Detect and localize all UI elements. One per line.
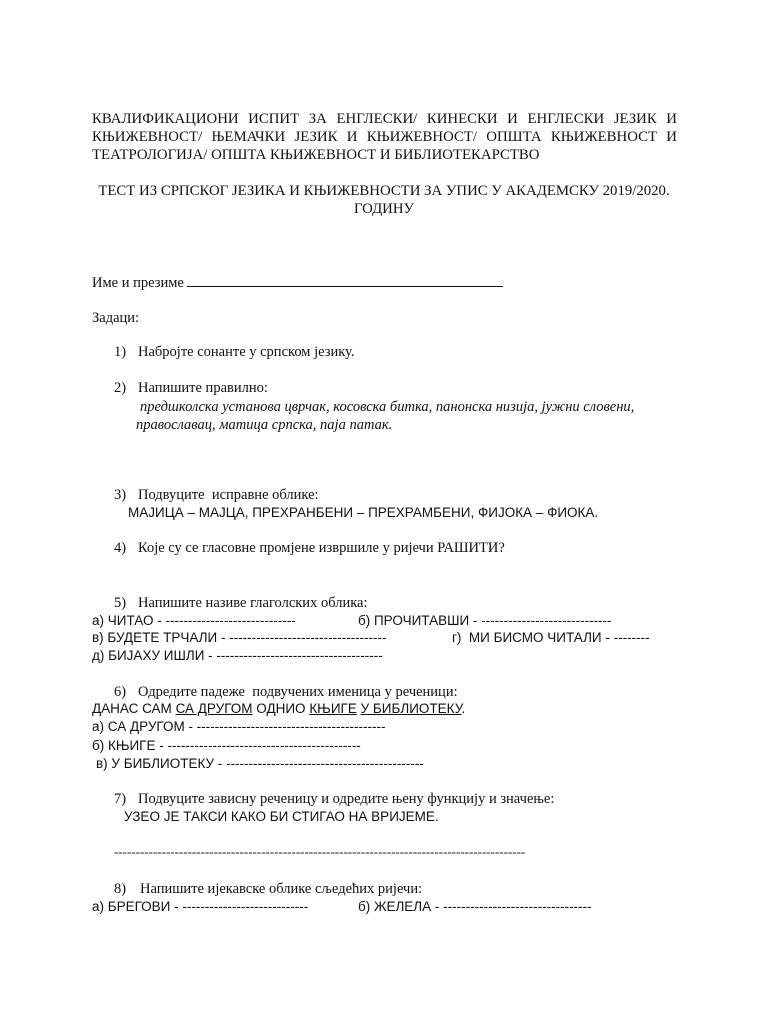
task4-text: Које су се гласовне промјене извршиле у ријечи РАШИТИ?	[138, 540, 505, 556]
task3-items: МАЈИЦА – МАЈЦА, ПРЕХРАНБЕНИ – ПРЕХРАМБЕНИ, ФИЈОКА – ФИОКА.	[128, 505, 599, 520]
task5-item-a: а) ЧИТАО - -----------------------------	[92, 613, 296, 628]
task2-text: Напишите правилно:	[138, 380, 268, 396]
task6-sentence	[92, 700, 465, 718]
task8-item-b: б) ЖЕЛЕЛА - ---------------------------------	[358, 899, 592, 914]
task7-text: Подвуците зависну реченицу и одредите њену функцију и значење:	[138, 791, 555, 807]
task6-sentence-part-4: .	[461, 701, 466, 716]
task5-item-b: б) ПРОЧИТАВШИ - -----------------------------	[358, 613, 612, 628]
task6-number: 6)	[114, 684, 127, 700]
test-title-line-2: ГОДИНУ	[353, 201, 415, 217]
task7-sentence: УЗЕО ЈЕ ТАКСИ КАКО БИ СТИГАО НА ВРИЈЕМЕ.	[124, 809, 439, 824]
header-line-2: КЊИЖЕВНОСТ/ ЊЕМАЧКИ ЈЕЗИК И КЊИЖЕВНОСТ/ ОПШТА КЊИЖЕВНОСТ И	[92, 129, 677, 145]
header-line-3: ТЕАТРОЛОГИЈА/ ОПШТА КЊИЖЕВНОСТ И БИБЛИОТЕКАРСТВО	[92, 147, 540, 163]
task2-items-line-1: предшколска установа цврчак, косовска битка, панонска низија, јужни словени,	[140, 399, 635, 415]
task3-number: 3)	[114, 487, 127, 503]
task5-item-g: г) МИ БИСМО ЧИТАЛИ - --------	[452, 630, 650, 645]
task3-text: Подвуците исправне облике:	[138, 487, 319, 503]
task2-number: 2)	[114, 380, 127, 396]
task8-number: 8)	[114, 881, 127, 897]
task5-item-v: в) БУДЕТЕ ТРЧАЛИ - -----------------------------------	[92, 630, 387, 645]
task6-item-a: а) СА ДРУГОМ - ------------------------------------------	[92, 719, 386, 734]
task4-number: 4)	[114, 540, 127, 556]
task6-underlined-knjige: КЊИГЕ	[309, 701, 357, 716]
task5-item-d: д) БИЈАХУ ИШЛИ - -------------------------------------	[92, 648, 383, 663]
task6-text: Одредите падеже подвучених именица у реченици:	[138, 684, 458, 700]
tasks-label: Задаци:	[92, 310, 140, 326]
task6-underlined-u-biblioteku: У БИБЛИОТЕКУ	[360, 701, 462, 716]
task2-items-line-2: православац, матица српска, паја патак.	[136, 417, 393, 433]
task6-sentence-part-1: ДАНАС САМ	[92, 701, 176, 716]
task5-text: Напишите називе глаголских облика:	[138, 595, 368, 611]
task1-text: Набројте сонанте у српском језику.	[138, 344, 355, 360]
name-label: Име и презиме	[92, 275, 184, 291]
task8-text: Напишите ијекавске облике сљедећих ријечи:	[140, 881, 423, 897]
task6-underlined-sa-drugom: СА ДРУГОМ	[175, 701, 253, 716]
name-row	[92, 272, 503, 292]
task8-item-a: а) БРЕГОВИ - ----------------------------	[92, 899, 309, 914]
test-title-line-1: ТЕСТ ИЗ СРПСКОГ ЈЕЗИКА И КЊИЖЕВНОСТИ ЗА УПИС У АКАДЕМСКУ 2019/2020.	[98, 183, 670, 199]
name-blank-line[interactable]	[187, 272, 503, 287]
task7-number: 7)	[114, 791, 127, 807]
task1-number: 1)	[114, 344, 127, 360]
task6-item-b: б) КЊИГЕ - -------------------------------------------	[92, 738, 361, 753]
header-line-1: КВАЛИФИКАЦИОНИ ИСПИТ ЗА ЕНГЛЕСКИ/ КИНЕСКИ И ЕНГЛЕСКИ ЈЕЗИК И	[92, 111, 677, 127]
task5-number: 5)	[114, 595, 127, 611]
task6-sentence-part-2: ОДНИО	[252, 701, 310, 716]
task6-item-v: в) У БИБЛИОТЕКУ - --------------------------------------------	[96, 756, 424, 771]
task7-answer-dash-line[interactable]: -----------------------------------------------------------------------------------------------	[114, 844, 526, 859]
